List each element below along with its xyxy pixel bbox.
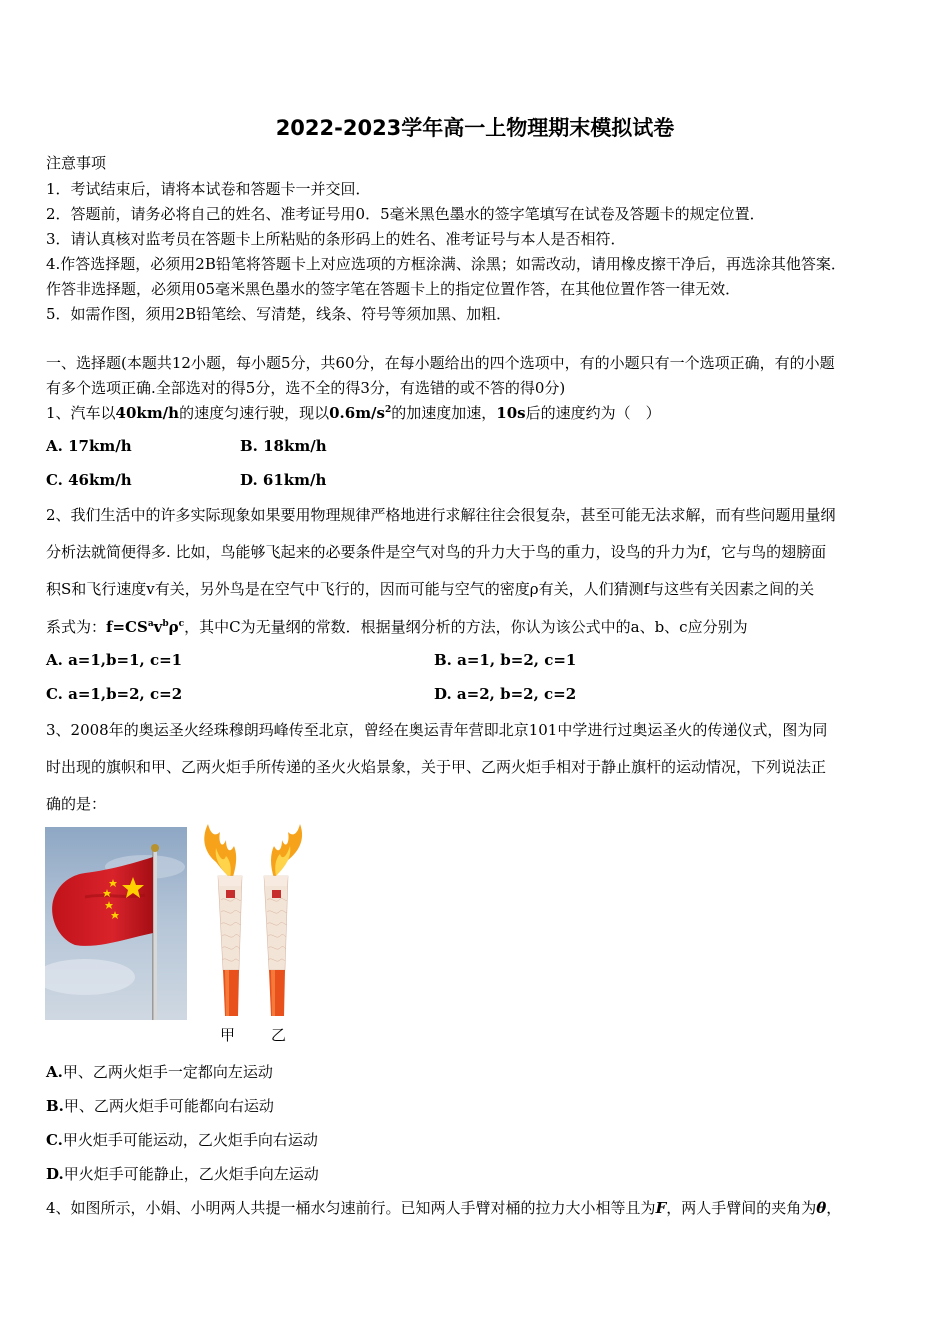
notice-item-3: 3．请认真核对监考员在答题卡上所粘贴的条形码上的姓名、准考证号与本人是否相符． [46,230,626,248]
question-3-line-2: 时出现的旗帜和甲、乙两火炬手所传递的圣火火焰景象，关于甲、乙两火炬手相对于静止旗杆的运动情况，下列说法正 [46,758,827,776]
notice-item-4b: 作答非选择题，必须用05毫米黑色墨水的签字笔在答题卡上的指定位置作答，在其他位置作答一律无效． [46,280,741,298]
torch-label-yi: 乙 [271,1026,287,1044]
torches-image [198,820,308,1025]
q3-option-b[interactable]: B.甲、乙两火炬手可能都向右运动 [46,1097,274,1115]
q3-option-c[interactable]: C.甲火炬手可能运动，乙火炬手向右运动 [46,1131,318,1149]
torch-label-jia: 甲 [220,1026,236,1044]
q2-option-c[interactable]: C. a=1,b=2, c=2 [46,685,183,703]
notice-item-1: 1．考试结束后，请将本试卷和答题卡一并交回． [46,180,371,198]
q1-option-b[interactable]: B. 18km/h [240,437,327,455]
q2-option-b[interactable]: B. a=1, b=2, c=1 [434,651,577,669]
notice-heading: 注意事项 [46,154,107,172]
notice-item-4: 4.作答选择题，必须用2B铅笔将答题卡上对应选项的方框涂满、涂黑；如需改动，请用橡皮擦干净后，再选涂其他答案． [46,255,846,273]
question-2-line-3: 积S和飞行速度v有关，另外鸟是在空气中飞行的，因而可能与空气的密度ρ有关，人们猜测f与这些有关因素之间的关 [46,580,815,598]
q2-option-d[interactable]: D. a=2, b=2, c=2 [434,685,577,703]
question-2-line-4: 系式为：$f=CS^av^b\rho^c$，其中C为无量纲的常数．根据量纲分析的方法，你认为该公式中的a、b、c应分别为 [46,618,748,636]
notice-item-5: 5．如需作图，须用2B铅笔绘、写清楚，线条、符号等须加黑、加粗． [46,305,512,323]
question-3-line-1: 3、2008年的奥运圣火经珠穆朗玛峰传至北京，曾经在奥运青年营即北京101中学进行过奥运圣火的传递仪式，图为同 [46,721,828,739]
question-2-line-2: 分析法就简便得多. 比如，鸟能够飞起来的必要条件是空气对鸟的升力大于鸟的重力，设鸟的升力为f，它与鸟的翅膀面 [46,543,827,561]
question-2-line-1: 2、我们生活中的许多实际现象如果要用物理规律严格地进行求解往往会很复杂，甚至可能无法求解，而有些问题用量纲 [46,506,836,524]
q1-option-c[interactable]: C. 46km/h [46,471,132,489]
torch-jia-icon [204,824,242,1016]
exam-title: 2022-2023学年高一上物理期末模拟试卷 [275,116,675,140]
q3-option-a[interactable]: A.甲、乙两火炬手一定都向左运动 [46,1063,273,1081]
question-3-line-3: 确的是： [46,795,107,813]
question-4-line-1: 4、如图所示，小娟、小明两人共提一桶水匀速前行。已知两人手臂对桶的拉力大小相等且为F，两人手臂间的夹角为θ， [46,1199,842,1217]
torch-yi-icon [264,824,302,1016]
q2-option-a[interactable]: A. a=1,b=1, c=1 [46,651,183,669]
flag-image [45,827,187,1020]
question-1: 1、汽车以40km/h的速度匀速行驶，现以$0.6m/s^2$的加速度加速，10s后的速度约为（ ） [46,404,661,422]
q1-option-a[interactable]: A. 17km/h [46,437,132,455]
q1-option-d[interactable]: D. 61km/h [240,471,327,489]
section-1-intro-2: 有多个选项正确.全部选对的得5分，选不全的得3分，有选错的或不答的得0分) [46,379,566,397]
notice-item-2: 2．答题前，请务必将自己的姓名、准考证号用0．5毫米黑色墨水的签字笔填写在试卷及答题卡的规定位置． [46,205,765,223]
q3-option-d[interactable]: D.甲火炬手可能静止，乙火炬手向左运动 [46,1165,319,1183]
section-1-intro: 一、选择题(本题共12小题，每小题5分，共60分，在每小题给出的四个选项中，有的小题只有一个选项正确，有的小题 [46,354,835,372]
